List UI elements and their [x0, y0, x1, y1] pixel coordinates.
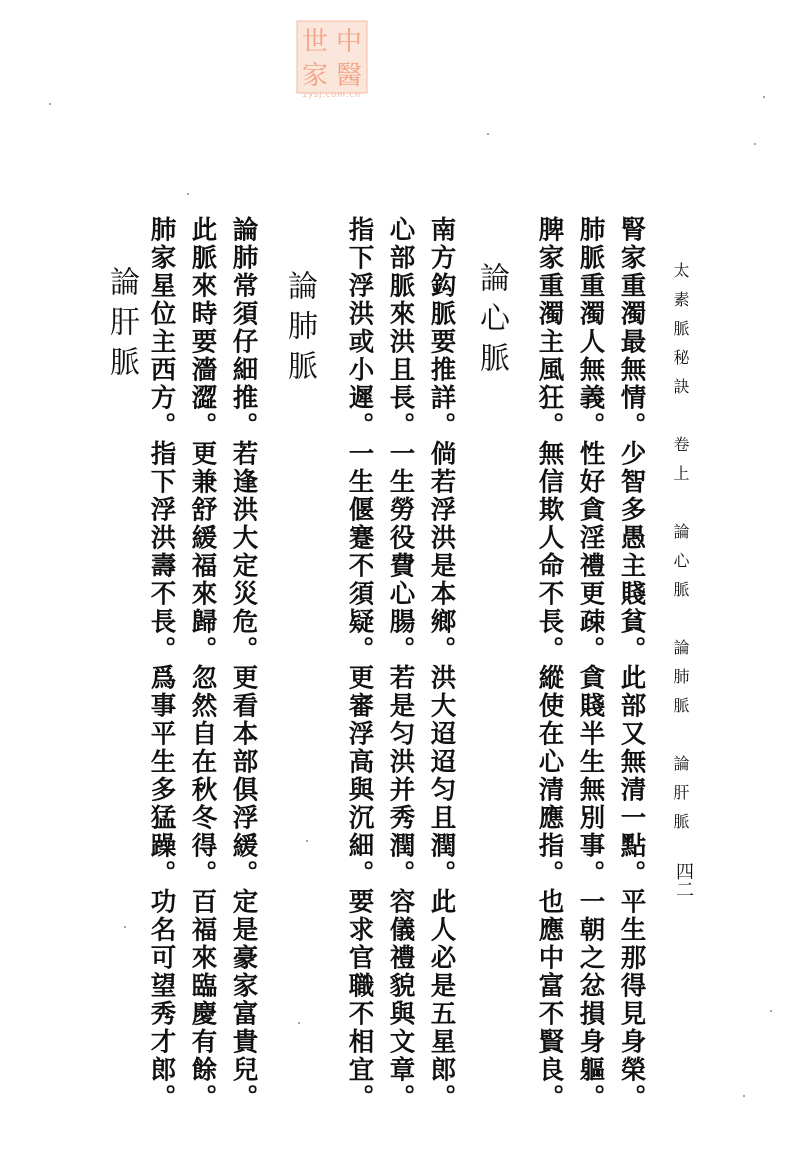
text-column: 肺脈重濁人無義。性好貪淫禮更疎。貪賤半生無別事。一朝之忿損身軀。	[575, 216, 606, 1112]
scan-speck	[49, 103, 51, 105]
text-column: 肺家星位主西方。指下浮洪壽不長。爲事平生多猛躁。功名可望秀才郎。	[146, 216, 177, 1112]
text-column: 脾家重濁主風狂。無信欺人命不長。縱使在心清應指。也應中富不賢良。	[534, 216, 565, 1112]
scan-speck	[770, 1010, 772, 1012]
section-title: 論心脈	[474, 262, 509, 382]
scan-speck	[763, 96, 765, 98]
seal-char-4: 家	[301, 61, 329, 91]
section-title: 論肺脈	[282, 270, 317, 390]
text-column: 心部脈來洪且長。一生勞役費心腸。若是匀洪并秀潤。容儀禮貌與文章。	[385, 216, 416, 1112]
text-column: 此脈來時要濇澀。更兼舒緩福來歸。忽然自在秋冬得。百福來臨慶有餘。	[187, 216, 218, 1112]
scan-speck	[187, 193, 189, 195]
text-column: 腎家重濁最無情。少智多愚主賤貧。此部又無清一點。平生那得見身榮。	[616, 216, 647, 1112]
scan-speck	[487, 133, 489, 135]
scan-speck	[124, 926, 126, 928]
text-column: 指下浮洪或小遲。一生偃蹇不須疑。更審浮高與沉細。要求官職不相宜。	[344, 216, 375, 1112]
seal-char-1: 中	[335, 27, 363, 57]
watermark-url: zysj.com.cn	[303, 90, 361, 99]
seal-char-3: 世	[301, 27, 329, 57]
scan-speck	[306, 840, 308, 842]
scan-speck	[298, 1022, 300, 1024]
scan-speck	[754, 143, 756, 145]
seal-char-2: 醫	[335, 61, 363, 91]
section-title: 論肝脈	[104, 266, 139, 386]
scan-speck	[743, 1095, 745, 1097]
watermark-seal	[296, 20, 368, 94]
running-header: 太素脈秘訣 卷上 論心脈 論肺脈 論肝脈	[671, 262, 690, 842]
text-column: 南方鈎脈要推詳。倘若浮洪是本鄉。洪大迢迢匀且潤。此人必是五星郎。	[426, 216, 457, 1112]
page-number: 四二	[673, 862, 694, 898]
text-column: 論肺常須仔細推。若逢洪大定災危。更看本部俱浮緩。定是豪家富貴兒。	[228, 216, 259, 1112]
